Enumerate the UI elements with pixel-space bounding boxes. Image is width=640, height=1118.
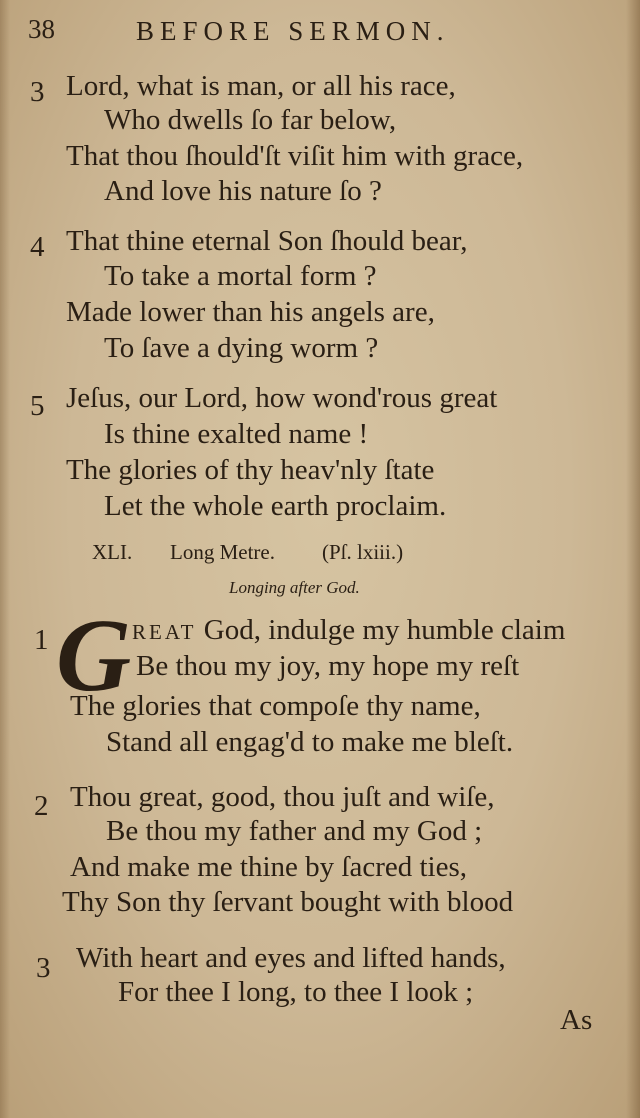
first-line-text: God, indulge my humble claim: [203, 614, 566, 646]
verse-line: Is thine exalted name !: [104, 418, 369, 450]
verse-line: Lord, what is man, or all his race,: [66, 70, 456, 102]
verse-line: Jeſus, our Lord, how wond'rous great: [66, 382, 498, 414]
verse-line: Thou great, good, thou juſt and wiſe,: [70, 781, 495, 813]
page-edge-shadow-left: [0, 0, 10, 1118]
stanza-number: 3: [30, 76, 45, 108]
verse-line: Thy Son thy ſervant bought with blood: [62, 886, 514, 918]
verse-line: And love his nature ſo ?: [104, 175, 382, 207]
stanza-number: 2: [34, 790, 49, 822]
verse-line: For thee I long, to thee I look ;: [118, 976, 474, 1008]
verse-line: With heart and eyes and lifted hands,: [76, 942, 506, 974]
hymn-number: XLI.: [92, 540, 133, 564]
verse-line: Let the whole earth proclaim.: [104, 490, 447, 522]
stanza-number: 4: [30, 231, 45, 263]
verse-line: That thou ſhould'ſt viſit him with grace,: [66, 140, 524, 172]
verse-line: Made lower than his angels are,: [66, 296, 435, 328]
verse-line: The glories that compoſe thy name,: [70, 690, 481, 722]
stanza-number: 5: [30, 390, 45, 422]
hymn-metre: Long Metre.: [170, 540, 275, 564]
stanza-number: 3: [36, 952, 51, 984]
hymn-title: Longing after God.: [229, 578, 360, 597]
catchword: As: [560, 1004, 593, 1036]
verse-line: The glories of thy heav'nly ſtate: [66, 454, 435, 486]
page-number: 38: [28, 14, 55, 44]
verse-line: That thine eternal Son ſhould bear,: [66, 225, 468, 257]
verse-line: Stand all engag'd to make me bleſt.: [106, 726, 514, 758]
drop-cap: G: [56, 598, 132, 713]
verse-line: Be thou my joy, my hope my reſt: [136, 650, 520, 682]
page-edge-shadow-right: [626, 0, 640, 1118]
verse-line: Be thou my father and my God ;: [106, 815, 483, 847]
verse-line: Who dwells ſo far below,: [104, 104, 397, 136]
hymn-psalm-reference: (Pſ. lxiii.): [322, 540, 404, 564]
running-head: BEFORE SERMON.: [136, 16, 450, 46]
verse-line: To take a mortal form ?: [104, 260, 377, 292]
verse-first-line: [132, 614, 565, 647]
verse-line: And make me thine by ſacred ties,: [70, 851, 468, 883]
verse-line: To ſave a dying worm ?: [104, 332, 379, 364]
first-word-small-caps: REAT: [132, 620, 197, 644]
stanza-number: 1: [34, 624, 49, 656]
